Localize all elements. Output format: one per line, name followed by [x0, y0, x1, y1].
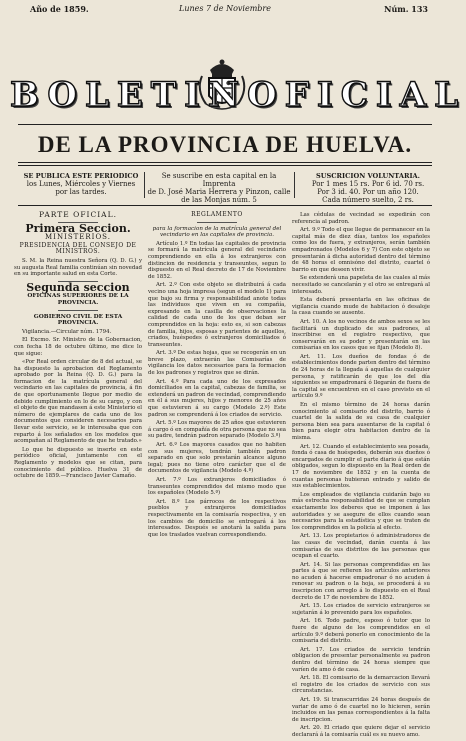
paragraph: Lo que he dispuesto se inserte en este periódico oficial, juntamente con el Reglamento y modelos que se citan, para conocimiento del público. Huelva 31 de octubre de 1859.—Francisco Javier Camaño. [14, 446, 142, 480]
paragraph: Artículo 1.º En todas las capitales de provincia se formará la matrícula general del vecindario comprendiendo en ella á los extranjeros con distincion de residencia y transeuntes, segun lo dispuesto en el Real decreto de 17 de Noviembre de 1852. [148, 240, 286, 280]
location-line1: Se suscribe en esta capital en la Imprenta [161, 172, 277, 188]
paragraph: «Por Real orden circular de 8 del actual, se ha dispuesto la aprobacion del Reglamento aprobado por la Reina (Q. D. G.) para la formacion de la matrícula general del vecindario en las capitales de provincia, á fin de que oportunamente llegue por medio de debido cumplimiento en lo de su cargo, y con el objeto de que mandasen á este Ministerio el número de ejemplares de cada uno de los documentos que consideren necesarios para llevar este servicio, se le interesaba que con reparto á los señalados en los modelos que acompañan al Reglamento de que he tratado.» [14, 359, 142, 445]
newspaper-title [10, 75, 466, 115]
schedule-line3: por las tardes. [55, 188, 107, 196]
paragraph: Las cédulas de vecindad se expedirán con referencia al padron. [292, 212, 430, 225]
paragraph: Art. 17. Los criados de servicio tendrán obligacion de presentar personalmente su padron dentro del término de 24 horas siempre que varíen de amo ó de casa. [292, 646, 430, 673]
subtitle-rule-bottom [18, 165, 432, 166]
presidencia-heading: PRESIDENCIA DEL CONSEJO DE MINISTROS. [19, 241, 137, 256]
paragraph: Se extenderá una papeleta de las cuales al más necesitado se cancelarán y el otro se entregará al interesado. [292, 275, 430, 295]
paragraph: Art. 6.º Los mayores casados que no habiten con sus mujeres, tendrán también padron separado en que solo prestarán alcance alguno legal; pues no tiene otro carácter que el de documentos de vigilancia (Modelo 4.º) [148, 442, 286, 475]
paragraph: Art. 7.º Los extranjeros domiciliados ó transeuntes comprendidos del mismo modo que los españoles (Modelo 5.º) [148, 476, 286, 497]
newspaper-subtitle: DE LA PROVINCIA DE HUELVA. [37, 132, 413, 157]
title-word-oficial: OFICIAL [247, 75, 466, 115]
paragraph: El Excmo. Sr. Ministro de la Gobernacion, con fecha 18 de octubre último, me dice lo que sigue: [14, 337, 142, 357]
ministerios-heading: MINISTERIOS. [45, 233, 111, 242]
publication-schedule [20, 172, 142, 196]
subscription-divider [294, 172, 295, 198]
subtitle-rule-top [18, 162, 432, 163]
article-column-3 [292, 212, 430, 741]
paragraph: Art. 19. Si transcurridas 24 horas después de variar de amo ó de cuartel no lo hicieren, serán incluidos en las penas correspondientes á la falta de inscripcion. [292, 696, 430, 723]
reglamento-subtitle: para la formacion de la matrícula general del vecindario en las capitales de provincia. [152, 225, 282, 239]
prices-heading: SUSCRICION VOLUNTARIA. [316, 172, 420, 180]
paragraph: S. M. la Reina nuestra Señora (Q. D. G.) y su augusta Real familia continúan sin novedad en su importante salud en esta Corte. [14, 257, 142, 278]
article-column-1 [14, 212, 142, 482]
prices-line2: Por 3 id. 40. Por un año 120. [317, 188, 419, 196]
paragraph: Art. 9.º Todo el que llegue de permanecer en la capital más de diez días, tantos los españoles como los de fuera, y extranjeros, serán también empadronados (Modelos 6 y 7) Con este objeto se presentarán á dicha autoridad dentro del término de 48 horas el omnisóno del distrito, cuartel ó barrio en que deseen vivir. [292, 227, 430, 273]
paragraph: Art. 14. Si las personas comprendidas en las partes á que se refieren los artículos anteriores no acuden á hacerse empadronar ó no acuden á renovar su padron o la hoja, se procederá á su inscripcion con arreglo á lo dispuesto en el Real decreto de 17 de noviembre de 1852. [292, 561, 430, 601]
paragraph: Los empleados de vigilancia cuidarán bajo su más estrecha responsabilidad de que se cumplan exactamente los deberes que se imponen á las autoridades y se asegure de ellos cuando sean necesarios para la estadística y que se traten de los comprendidos en la policía al efecto. [292, 491, 430, 531]
article-column-2 [148, 212, 286, 540]
title-word-boletin: BOLETIN [10, 75, 248, 115]
title-rule [18, 124, 432, 125]
schedule-line1: SE PUBLICA ESTE PERIODICO [23, 172, 139, 180]
primera-seccion-heading: Primera Seccion. [25, 221, 131, 235]
paragraph: En el mismo término de 24 horas darán conocimiento al comisario del distrito, barrio ó cuartel de la salida de su casa de cualquier persona bien sea para ausentarse de la capital ó bien para elegir otra habitacion dentro de la misma. [292, 402, 430, 441]
paragraph: Art. 8.º Los párrocos de los respectivos pueblos y extranjeros domiciliados respectivamente en la comisaría respectiva, y en los cambios de domicilio se entregará á los interesados. Después se anotará la salida para que los traslados vuelvan correspondiendo. [148, 498, 286, 538]
paragraph: Art. 18. El comisario de la demarcacion llevará el registro de los criados de servicio con sus circunstancias. [292, 675, 430, 695]
subscription-location [146, 172, 292, 204]
location-line3: de las Monjas núm. 5 [181, 196, 257, 204]
reglamento-heading: REGLAMENTO [191, 211, 243, 218]
paragraph: Art. 11. Los dueños de fondas ó de establecimientos donde parten dentro del término de 24 horas de la llegada á aquellas de cualquier persona, y ratificarán de que los del día siguientes se empadronará ó llegarán de fuera de la capital se encuentren en el caso previsto en el artículo 9.º [292, 353, 430, 400]
issue-number: Núm. 133 [384, 4, 428, 14]
masthead-topline [8, 4, 442, 16]
paragraph: Art. 5.º Los mayores de 25 años que estuvieren á cargo ó en compañía de otra persona que no sea su padre, tendrán padron separado (Modelo 3.º) [148, 420, 286, 440]
paragraph: Art. 15. Los criados de servicio extranjeros se sujetarán á lo prevenido para los españoles. [292, 603, 430, 616]
subscription-divider [144, 172, 145, 198]
location-line2: de D. José Maria Herrera y Pinzon, calle [147, 188, 291, 196]
issue-date: Lunes 7 de Noviembre [179, 4, 271, 13]
issue-year: Año de 1859. [30, 4, 89, 14]
paragraph: Art. 12. Cuando el establecimiento sea posada, fonda ó casa de huéspedes, deberán sus dueños ó encargados de cumplir el parte diario á que están obligados, segun lo dispuesto en la Real órden de 17 de noviembre de 1852 y en la cuenta de cuantas personas hubieran entrado y salido de sus establecimientos. [292, 443, 430, 490]
schedule-line2: los Lunes, Miércoles y Viernes [26, 180, 136, 188]
prices-line3: Cada número suelto, 2 rs. [322, 196, 414, 204]
paragraph: Vigilancia.—Circular núm. 1794. [22, 328, 112, 335]
paragraph: Art. 20. El criado que quiere dejar el servicio declarará á la comisaría cuál es su nuevo amo. [292, 725, 430, 738]
gobierno-civil-heading: GOBIERNO CIVIL DE ESTA PROVINCIA. [33, 313, 123, 327]
segunda-seccion-heading: Segunda seccion [26, 280, 130, 294]
paragraph: Art. 16. Todo padre, esposo ó tutor que lo fuere de alguno de los comprendidos en el artículo 9.º deberá ponerlo en conocimiento de la comisaría del distrito. [292, 618, 430, 645]
oficinas-heading: OFICINAS SUPERIORES DE LA PROVINCIA. [27, 293, 129, 306]
subscription-prices [296, 172, 440, 204]
paragraph: Art. 10. A los no vecinos de ambos sexos se les facilitará un duplicado de sus padrones, al inscribirse en el registro respectivo, que conservarán en su poder y presentarán en las comisarías en los casos que se fijan (Modelo 8). [292, 318, 430, 352]
paragraph: Esta deberá presentarla en las oficinas de vigilancia cuando mude de habitacion ó desaloje la casa cuando se ausente. [292, 297, 430, 317]
header-bottom-rule [18, 205, 432, 206]
prices-line1: Por 1 mes 15 rs. Por 6 id. 70 rs. [311, 180, 425, 188]
paragraph: Art. 3.º De estas hojas, que se recogerán en un breve plazo, extraerán las Comisarías de vigilancia los datos necesarios para la formacion de los padrones y registros que se dirán. [148, 350, 286, 377]
paragraph: Art. 4.º Para cada uno de los expresados domiciliados en la capital, cabezas de familia, se extenderá un padron de vecindad, comprendiendo en él á sus mujeres, hijos y menores de 25 años que estuvieren á su cargo (Modelo 2.º) Este padron se comprenderá á los criados de servicio. [148, 378, 286, 418]
parte-oficial-heading: PARTE OFICIAL. [39, 210, 117, 219]
paragraph: Art. 2.º Con este objeto se distribuirá á cada vecino una hoja impresa (segun el modelo 1) para que bajo su firma y responsabilidad anote todas las individuos que viven en su compañía, expresando en la casilla de observaciones la calidad de cada uno de los que deban ser comprendidos en la hoja: esto es, si son cabezas de familia, hijos, esposas y parientes de aquellos, criados, huéspedes ó extranjeros domiciliados ó transeuntes. [148, 282, 286, 348]
paragraph: Art. 13. Los propietarios ó administradores de las casas de vecindad, darán cuenta á las comisarías de sus distritos de las personas que ocupan el cuarto. [292, 533, 430, 560]
